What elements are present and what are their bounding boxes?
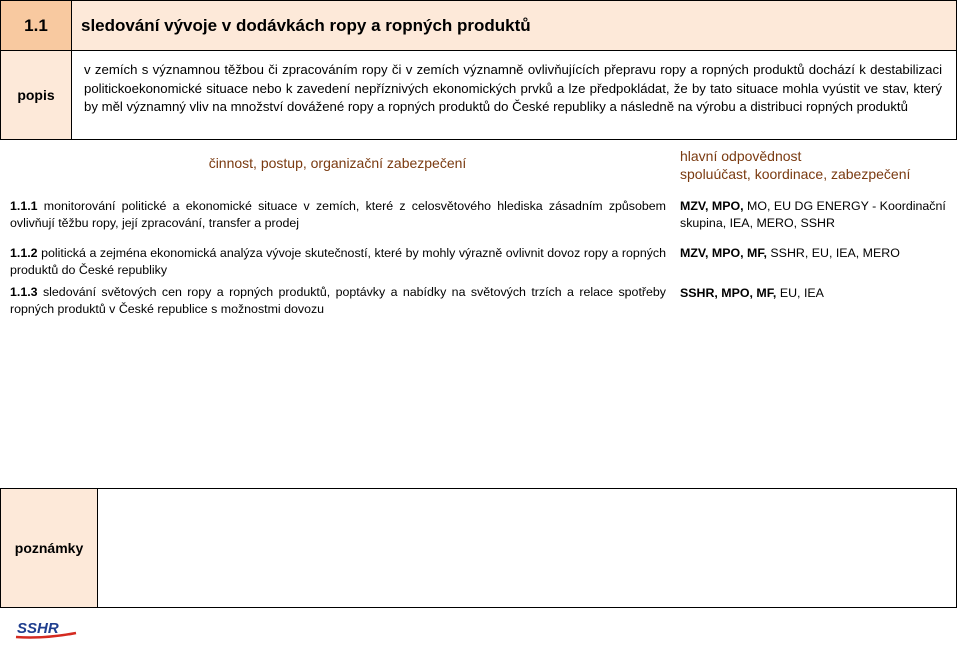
sshr-logo bbox=[14, 618, 78, 642]
notes-label: poznámky bbox=[0, 488, 98, 608]
responsibility-main: SSHR, MPO, MF, bbox=[680, 286, 777, 300]
popis-label: popis bbox=[0, 50, 72, 140]
notes-area bbox=[97, 488, 957, 608]
responsibility-rest: MO, EU DG ENERGY - Koordinační skupina, IEA, MERO, SSHR bbox=[680, 199, 946, 230]
responsibility-rest: SSHR, EU, IEA, MERO bbox=[770, 246, 900, 260]
section-title bbox=[71, 0, 957, 51]
responsibility-main: MZV, MPO, bbox=[680, 199, 744, 213]
activity-number: 1.1.1 bbox=[10, 199, 38, 213]
activity-responsibility bbox=[680, 285, 950, 302]
popis-text: v zemích s významnou těžbou či zpracováním ropy či v zemích významně ovlivňujících přepravu ropy a ropných produktů dochází k destabilizaci politickoekonomické situace nebo k zavedení nepříznivých ekonomických prvků a lze předpokládat, že by tato situace mohla vyústit ve stav, který by měl významný vliv na množství dovážené ropy a ropných produktů do České republiky a následně na výrobu a distribuci ropných produktů bbox=[71, 50, 957, 140]
responsibility-rest: EU, IEA bbox=[779, 286, 824, 300]
responsibility-heading-main: hlavní odpovědnost bbox=[680, 148, 802, 164]
activity-responsibility bbox=[680, 198, 950, 231]
activity-item bbox=[10, 198, 666, 231]
section-title-text: sledování vývoje v dodávkách ropy a ropných produktů bbox=[81, 15, 531, 35]
activities-heading: činnost, postup, organizační zabezpečení bbox=[208, 155, 467, 171]
activity-number: 1.1.2 bbox=[10, 246, 38, 260]
activity-item bbox=[10, 245, 666, 278]
activity-responsibility bbox=[680, 245, 950, 262]
responsibility-heading-sub: spoluúčast, koordinace, zabezpečení bbox=[680, 166, 911, 182]
activity-text: monitorování politické a ekonomické situace v zemích, které z celosvětového hlediska zásadním způsobem ovlivňují těžbu ropy, její zpracování, transfer a prodej bbox=[10, 199, 666, 230]
activity-item bbox=[10, 284, 666, 317]
svg-text:SSHR: SSHR bbox=[17, 620, 59, 637]
activity-text: politická a zejména ekonomická analýza vývoje skutečností, které by mohly výrazně ovlivnit dovoz ropy a ropných produktů do České republiky bbox=[10, 246, 666, 277]
responsibility-heading bbox=[680, 147, 950, 183]
activity-number: 1.1.3 bbox=[10, 285, 38, 299]
responsibility-main: MZV, MPO, MF, bbox=[680, 246, 767, 260]
section-number: 1.1 bbox=[0, 0, 72, 51]
activity-text: sledování světových cen ropy a ropných produktů, poptávky a nabídky na světových trzích a relace spotřeby ropných produktů v České republice s možnostmi dovozu bbox=[10, 285, 666, 316]
